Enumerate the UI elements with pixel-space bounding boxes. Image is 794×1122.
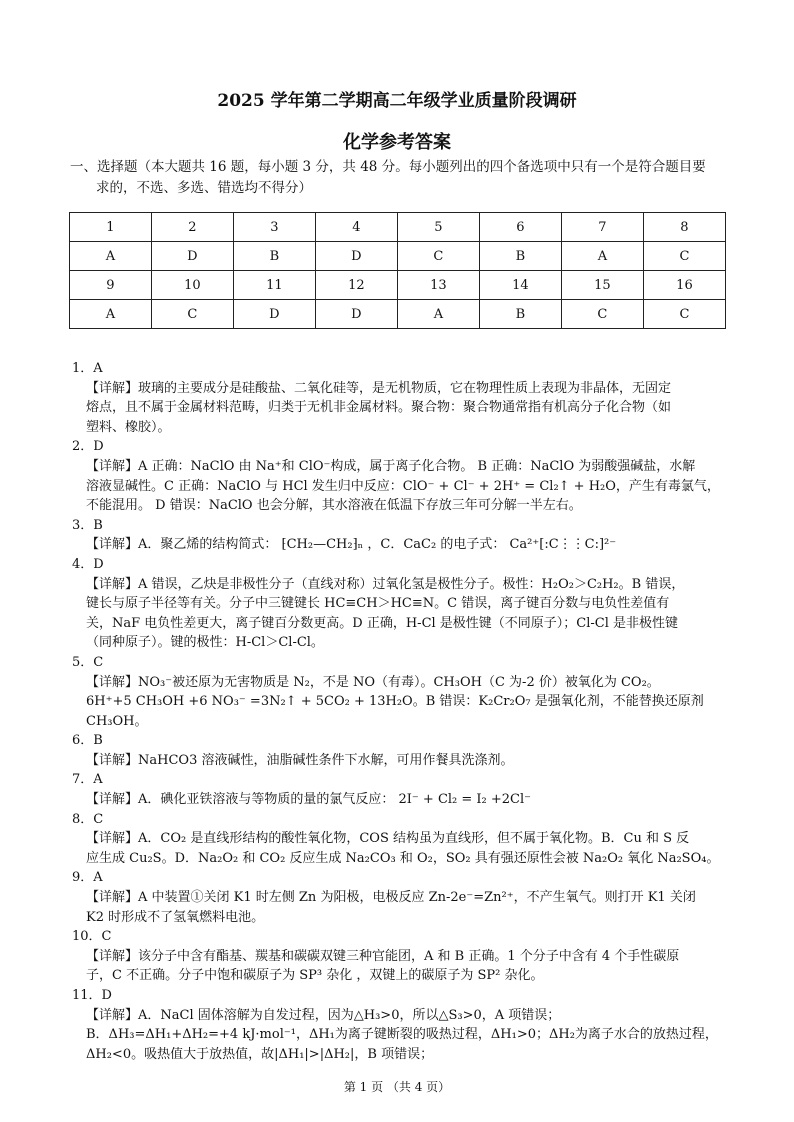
explanation-line: （同种原子）。键的极性：H-Cl＞Cl-Cl。: [86, 635, 324, 651]
question-answer-label: 3．B: [72, 517, 103, 533]
answer-table: [69, 212, 726, 329]
question-number-cell: 1: [70, 213, 152, 242]
explanation-line: 6H⁺+5 CH₃OH +6 NO₃⁻ =3N₂↑ + 5CO₂ + 13H₂O。B 错误：K₂Cr₂O₇ 是强氧化剂，不能替换还原剂 CH₃OH。: [86, 694, 704, 729]
question-number-cell: 3: [233, 213, 315, 242]
question-answer-label: 5．C: [72, 654, 104, 670]
explanation-line: 【详解】A．NaCl 固体溶解为自发过程，因为△H₃>0，所以△S₃>0，A 项错误；: [86, 1007, 561, 1023]
explanation-line: 不能混用。 D 错误：NaClO 也会分解，其水溶液在低温下存放三年可分解一半左右。: [86, 498, 582, 514]
explanation-line: 【详解】A 中装置①关闭 K1 时左侧 Zn 为阳极，电极反应 Zn-2e⁻=Zn²⁺，不产生氧气。则打开 K1 关闭: [86, 890, 696, 906]
question-number-cell: 14: [479, 271, 561, 300]
answer-table-row: [70, 300, 726, 329]
explanation-line: 【详解】NaHCO3 溶液碱性，油脂碱性条件下水解，可用作餐具洗涤剂。: [86, 752, 514, 768]
document-subtitle: 化学参考答案: [343, 132, 451, 153]
answer-cell: A: [397, 300, 479, 329]
answer-cell: B: [479, 300, 561, 329]
question-number-cell: 12: [315, 271, 397, 300]
explanation-line: 键长与原子半径等有关。分子中三键键长 HC≡CH＞HC≡N。C 错误，离子键百分数与电负性差值有: [86, 596, 670, 612]
explanation-line: 熔点，且不属于金属材料范畴，归类于无机非金属材料。聚合物：聚合物通常指有机高分子化合物（如: [86, 400, 672, 416]
answer-cell: D: [315, 300, 397, 329]
explanation-line: 【详解】A．CO₂ 是直线形结构的酸性氧化物，COS 结构虽为直线形，但不属于氧化物。B．Cu 和 S 反: [86, 831, 690, 847]
section-heading-line-1: 一、选择题（本大题共 16 题，每小题 3 分，共 48 分。每小题列出的四个备选项中只有一个是符合题目要: [70, 159, 706, 175]
question-number-cell: 16: [643, 271, 725, 300]
answer-cell: D: [151, 242, 233, 271]
question-number-cell: 11: [233, 271, 315, 300]
answer-cell: D: [233, 300, 315, 329]
question-number-cell: 8: [643, 213, 725, 242]
question-answer-label: 1．A: [72, 361, 103, 376]
answer-explanations: [72, 359, 732, 1064]
explanation-line: 溶液显碱性。C 正确：NaClO 与 HCl 发生归中反应：ClO⁻ + Cl⁻ + 2H⁺ = Cl₂↑ + H₂O，产生有毒氯气，: [86, 478, 720, 494]
answer-table-row: [70, 271, 726, 300]
answer-cell: C: [643, 242, 725, 271]
question-number-cell: 5: [397, 213, 479, 242]
explanation-line: 【详解】该分子中含有酯基、羰基和碳碳双键三种官能团，A 和 B 正确。1 个分子中含有 4 个手性碳原: [86, 948, 680, 964]
question-answer-label: 10．C: [72, 929, 112, 945]
question-number-cell: 15: [561, 271, 643, 300]
explanation-line: 应生成 Cu₂S。D．Na₂O₂ 和 CO₂ 反应生成 Na₂CO₃ 和 O₂，SO₂ 具有强还原性会被 Na₂O₂ 氧化 Na₂SO₄。: [86, 850, 720, 866]
answer-table-row: [70, 213, 726, 242]
answer-cell: A: [70, 242, 152, 271]
answer-cell: A: [70, 300, 152, 329]
answer-cell: C: [561, 300, 643, 329]
explanation-line: ΔH₂<0。吸热值大于放热值，故|ΔH₁|>|ΔH₂|，B 项错误；: [86, 1046, 434, 1062]
explanation-line: 子，C 不正确。分子中饱和碳原子为 SP³ 杂化 ，双键上的碳原子为 SP² 杂化。: [86, 968, 544, 984]
section-heading-line-2: 求的，不选、多选、错选均不得分）: [96, 180, 312, 196]
answer-cell: A: [561, 242, 643, 271]
question-answer-label: 6．B: [72, 733, 103, 749]
question-number-cell: 2: [151, 213, 233, 242]
question-answer-label: 11．D: [72, 988, 112, 1003]
explanation-line: 【详解】A．聚乙烯的结构简式： ⁅CH₂—CH₂⁆ₙ ，C．CaC₂ 的电子式： Ca²⁺[:C⋮⋮C:]²⁻: [86, 537, 617, 553]
question-number-cell: 9: [70, 271, 152, 300]
explanation-line: K2 时形成不了氢氧燃料电池。: [86, 909, 265, 925]
question-number-cell: 6: [479, 213, 561, 242]
answer-cell: C: [643, 300, 725, 329]
explanation-line: 【详解】NO₃⁻被还原为无害物质是 N₂，不是 NO（有毒）。CH₃OH（C 为-2 价）被氧化为 CO₂。: [86, 674, 660, 690]
document-title: 2025 学年第二学期高二年级学业质量阶段调研: [217, 91, 577, 111]
explanation-line: 【详解】玻璃的主要成分是硅酸盐、二氧化硅等，是无机物质，它在物理性质上表现为非晶体，无固定: [86, 380, 672, 396]
explanation-line: 关，NaF 电负性差更大，离子键百分数更高。D 正确，H-Cl 是极性键（不同原子）；Cl-Cl 是非极性键: [86, 615, 679, 631]
question-answer-label: 9．A: [72, 870, 103, 886]
question-number-cell: 13: [397, 271, 479, 300]
question-answer-label: 2．D: [72, 439, 104, 455]
question-answer-label: 8．C: [72, 811, 104, 827]
question-number-cell: 7: [561, 213, 643, 242]
page-footer: 第 1 页 （共 4 页）: [343, 1080, 451, 1094]
question-number-cell: 10: [151, 271, 233, 300]
explanation-line: 【详解】A 正确：NaClO 由 Na⁺和 ClO⁻构成，属于离子化合物。 B 正确：NaClO 为弱酸强碱盐，水解: [86, 458, 696, 474]
answer-cell: C: [151, 300, 233, 329]
answer-table-row: [70, 242, 726, 271]
section-heading: [70, 157, 730, 199]
question-answer-label: 4．D: [72, 556, 104, 572]
question-number-cell: 4: [315, 213, 397, 242]
answer-cell: B: [233, 242, 315, 271]
answer-cell: D: [315, 242, 397, 271]
explanation-line: 【详解】A．碘化亚铁溶液与等物质的量的氯气反应： 2I⁻ + Cl₂ = I₂ +2Cl⁻: [86, 792, 532, 808]
answer-cell: C: [397, 242, 479, 271]
question-answer-label: 7．A: [72, 772, 103, 788]
explanation-line: 【详解】A 错误，乙炔是非极性分子（直线对称）过氧化氢是极性分子。极性：H₂O₂＞C₂H₂。B 错误，: [86, 576, 685, 592]
answer-cell: B: [479, 242, 561, 271]
explanation-line: 塑料、橡胶）。: [86, 419, 171, 435]
explanation-line: B．ΔH₃=ΔH₁+ΔH₂=+4 kJ·mol⁻¹，ΔH₁为离子键断裂的吸热过程，ΔH₁>0；ΔH₂为离子水合的放热过程，: [86, 1027, 718, 1043]
